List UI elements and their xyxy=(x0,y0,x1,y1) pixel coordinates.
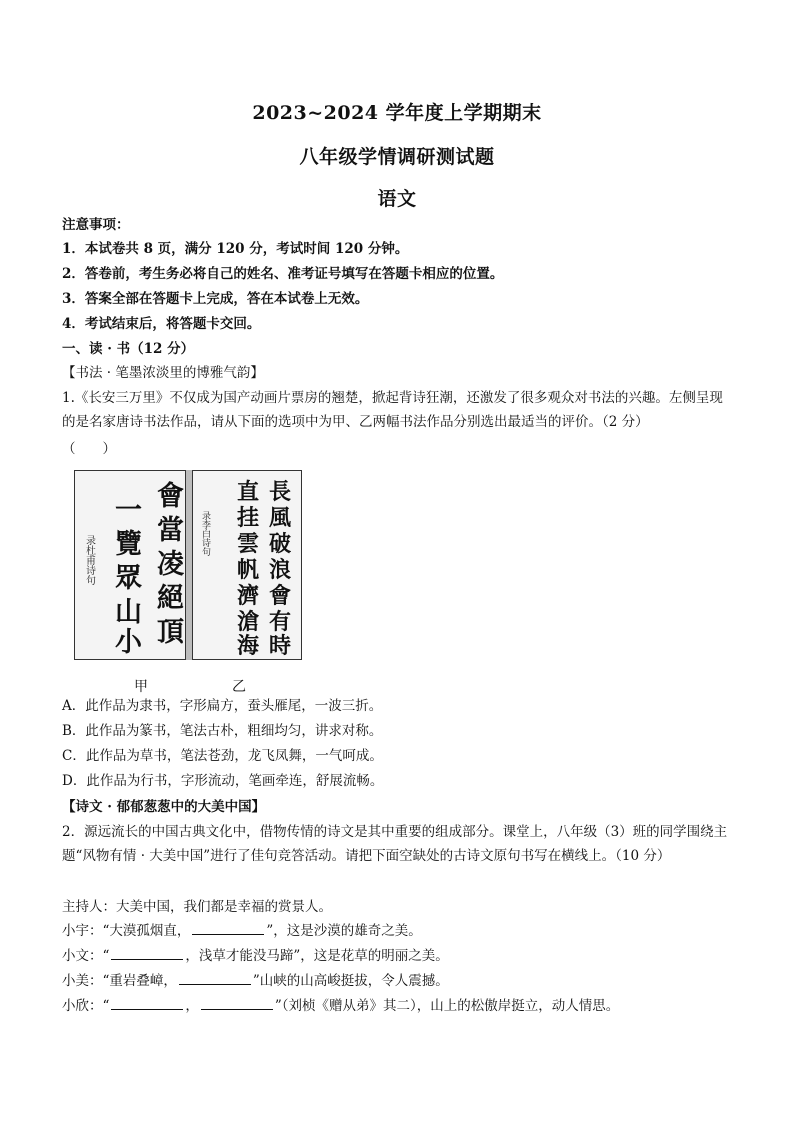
question-2-text: 2．源远流长的中国古典文化中，借物传情的诗文是其中重要的组成部分。课堂上，八年级（3）班的同学围绕主题“风物有情 · 大美中国”进行了佳句竞答活动。请把下面空缺处的古诗文原句书写在横线上。（10 分） xyxy=(62,824,728,864)
jia-char: 頂 xyxy=(157,617,184,648)
dialog-text: 小文：“ xyxy=(62,948,110,964)
section-heading: 一、读 · 书（12 分） xyxy=(62,341,195,357)
answer-blank[interactable] xyxy=(201,995,273,1010)
exam-title-year: 2023~2024 学年度上学期期末 xyxy=(252,102,542,124)
yi-char: 挂 xyxy=(237,505,260,531)
yi-char: 滄 xyxy=(237,609,260,635)
yi-char: 直 xyxy=(237,479,260,505)
subsection-heading: 【书法 · 笔墨浓淡里的博雅气韵】 xyxy=(62,365,264,381)
dialog-text: 小宇：“大漠孤烟直， xyxy=(62,923,191,939)
notice-item: 1．本试卷共 8 页，满分 120 分，考试时间 120 分钟。 xyxy=(62,241,409,257)
notice-heading: 注意事项： xyxy=(62,217,130,233)
calligraphy-yi-art xyxy=(193,471,300,658)
yi-inscription: 录李白诗句 xyxy=(200,511,210,556)
answer-blank[interactable] xyxy=(179,970,251,985)
caption-jia: 甲 xyxy=(134,679,148,695)
option-a: A．此作品为隶书，字形扁方，蚕头雁尾，一波三折。 xyxy=(62,698,383,714)
calligraphy-jia xyxy=(74,470,186,660)
dialog-text: ， xyxy=(185,998,199,1014)
yi-char: 雲 xyxy=(237,531,260,557)
dialog-line xyxy=(62,920,734,942)
exam-title-subject: 语文 xyxy=(377,188,417,210)
answer-parentheses: （ ） xyxy=(62,441,116,457)
dialog-text: ”（刘桢《赠从弟》其二），山上的松傲岸挺立，动人情思。 xyxy=(274,998,620,1014)
jia-char: 眾 xyxy=(115,563,142,594)
answer-blank[interactable] xyxy=(111,945,183,960)
jia-char: 絕 xyxy=(157,583,184,614)
jia-char: 覽 xyxy=(115,529,142,560)
jia-inscription: 录杜甫诗句 xyxy=(83,535,95,585)
yi-char: 海 xyxy=(237,633,260,658)
yi-char: 浪 xyxy=(269,557,292,583)
question-1-text: 1.《长安三万里》不仅成为国产动画片票房的翘楚，掀起背诗狂潮，还激发了很多观众对书法的兴趣。左侧呈现的是名家唐诗书法作品，请从下面的选项中为甲、乙两幅书法作品分别选出最适当的评价。（2 分） xyxy=(62,390,723,430)
notice-item: 2．答卷前，考生务必将自己的姓名、准考证号填写在答题卡相应的位置。 xyxy=(62,266,504,282)
jia-char: 會 xyxy=(157,481,184,512)
jia-char: 當 xyxy=(157,515,184,546)
subsection-heading: 【诗文 · 郁郁葱葱中的大美中国】 xyxy=(62,799,266,815)
dialog-line xyxy=(62,995,734,1017)
jia-char: 山 xyxy=(115,597,142,628)
option-d: D．此作品为行书，字形流动，笔画牵连，舒展流畅。 xyxy=(62,773,384,789)
yi-char: 有 xyxy=(269,609,292,635)
answer-blank[interactable] xyxy=(111,995,183,1010)
jia-char: 凌 xyxy=(157,549,184,580)
notice-item: 4．考试结束后，将答题卡交回。 xyxy=(62,316,261,332)
option-b: B．此作品为篆书，笔法古朴，粗细均匀，讲求对称。 xyxy=(62,723,383,739)
yi-char: 風 xyxy=(269,505,292,531)
jia-char: 一 xyxy=(115,495,142,526)
exam-title-grade: 八年级学情调研测试题 xyxy=(299,146,495,168)
yi-char: 長 xyxy=(269,479,292,505)
caption-yi: 乙 xyxy=(232,679,246,695)
yi-char: 時 xyxy=(269,633,292,658)
dialog-line xyxy=(62,970,734,992)
dialog-text: 小欣：“ xyxy=(62,998,110,1014)
notice-item: 3．答案全部在答题卡上完成，答在本试卷上无效。 xyxy=(62,291,369,307)
yi-char: 濟 xyxy=(237,583,260,609)
yi-char: 會 xyxy=(269,583,292,609)
calligraphy-yi xyxy=(192,470,302,660)
answer-blank[interactable] xyxy=(192,920,264,935)
dialog-host: 主持人：大美中国，我们都是幸福的赏景人。 xyxy=(62,899,332,915)
option-c: C．此作品为草书，笔法苍劲，龙飞凤舞，一气呵成。 xyxy=(62,748,383,764)
yi-char: 帆 xyxy=(237,557,260,583)
yi-char: 破 xyxy=(269,531,292,557)
dialog-text: ”，这是沙漠的雄奇之美。 xyxy=(266,923,422,939)
calligraphy-jia-art xyxy=(75,471,184,658)
dialog-text: ，浅草才能没马蹄”，这是花草的明丽之美。 xyxy=(185,948,449,964)
dialog-line xyxy=(62,945,734,967)
jia-char: 小 xyxy=(115,627,142,658)
dialog-text: ”山峡的山高峻挺拔，令人震撼。 xyxy=(252,973,449,989)
dialog-text: 小美：“重岩叠嶂， xyxy=(62,973,177,989)
